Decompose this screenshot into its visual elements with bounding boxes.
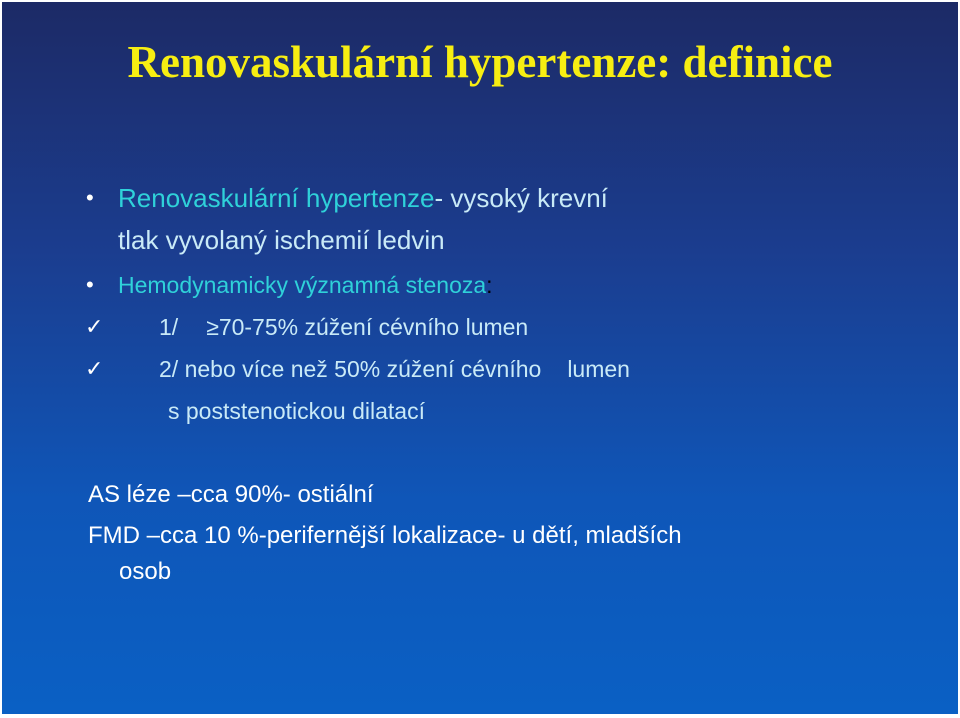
fmd-line: FMD –cca 10 %-perifernější lokalizace- u dětí, mladších	[88, 522, 682, 549]
colon: :	[486, 272, 493, 298]
criterion-2-text: 2/ nebo více než 50% zúžení cévního	[159, 356, 542, 382]
hemodynamic-stenosis-text: Hemodynamicky významná stenoza	[118, 272, 487, 298]
definition-continuation: tlak vyvolaný ischemií ledvin	[118, 225, 445, 255]
criterion-2-lumen: lumen	[567, 356, 630, 382]
bullet-icon: •	[86, 185, 94, 210]
greater-or-equal-symbol: ≥	[206, 314, 219, 340]
as-lesion-line: AS léze –cca 90%- ostiální	[88, 481, 374, 508]
criterion-2-continuation: s poststenotickou dilatací	[168, 398, 425, 424]
criterion-1-text: 70-75% zúžení cévního lumen	[218, 314, 529, 340]
definition-text: - vysoký krevní	[434, 183, 608, 213]
checkmark-icon: ✓	[85, 314, 104, 339]
checkmark-icon: ✓	[85, 356, 104, 381]
criterion-2	[159, 354, 630, 384]
term-renovascular-hypertension: Renovaskulární hypertenze	[118, 183, 435, 213]
bullet-hemodynamic-stenosis	[118, 270, 493, 300]
slide	[2, 2, 958, 714]
criterion-1	[159, 312, 528, 342]
criterion-1-number: 1/	[159, 314, 179, 340]
bullet-icon: •	[86, 272, 94, 297]
fmd-line-continuation: osob	[119, 558, 172, 585]
slide-title: Renovaskulární hypertenze: definice	[127, 37, 833, 87]
bullet-renovascular	[118, 183, 608, 213]
